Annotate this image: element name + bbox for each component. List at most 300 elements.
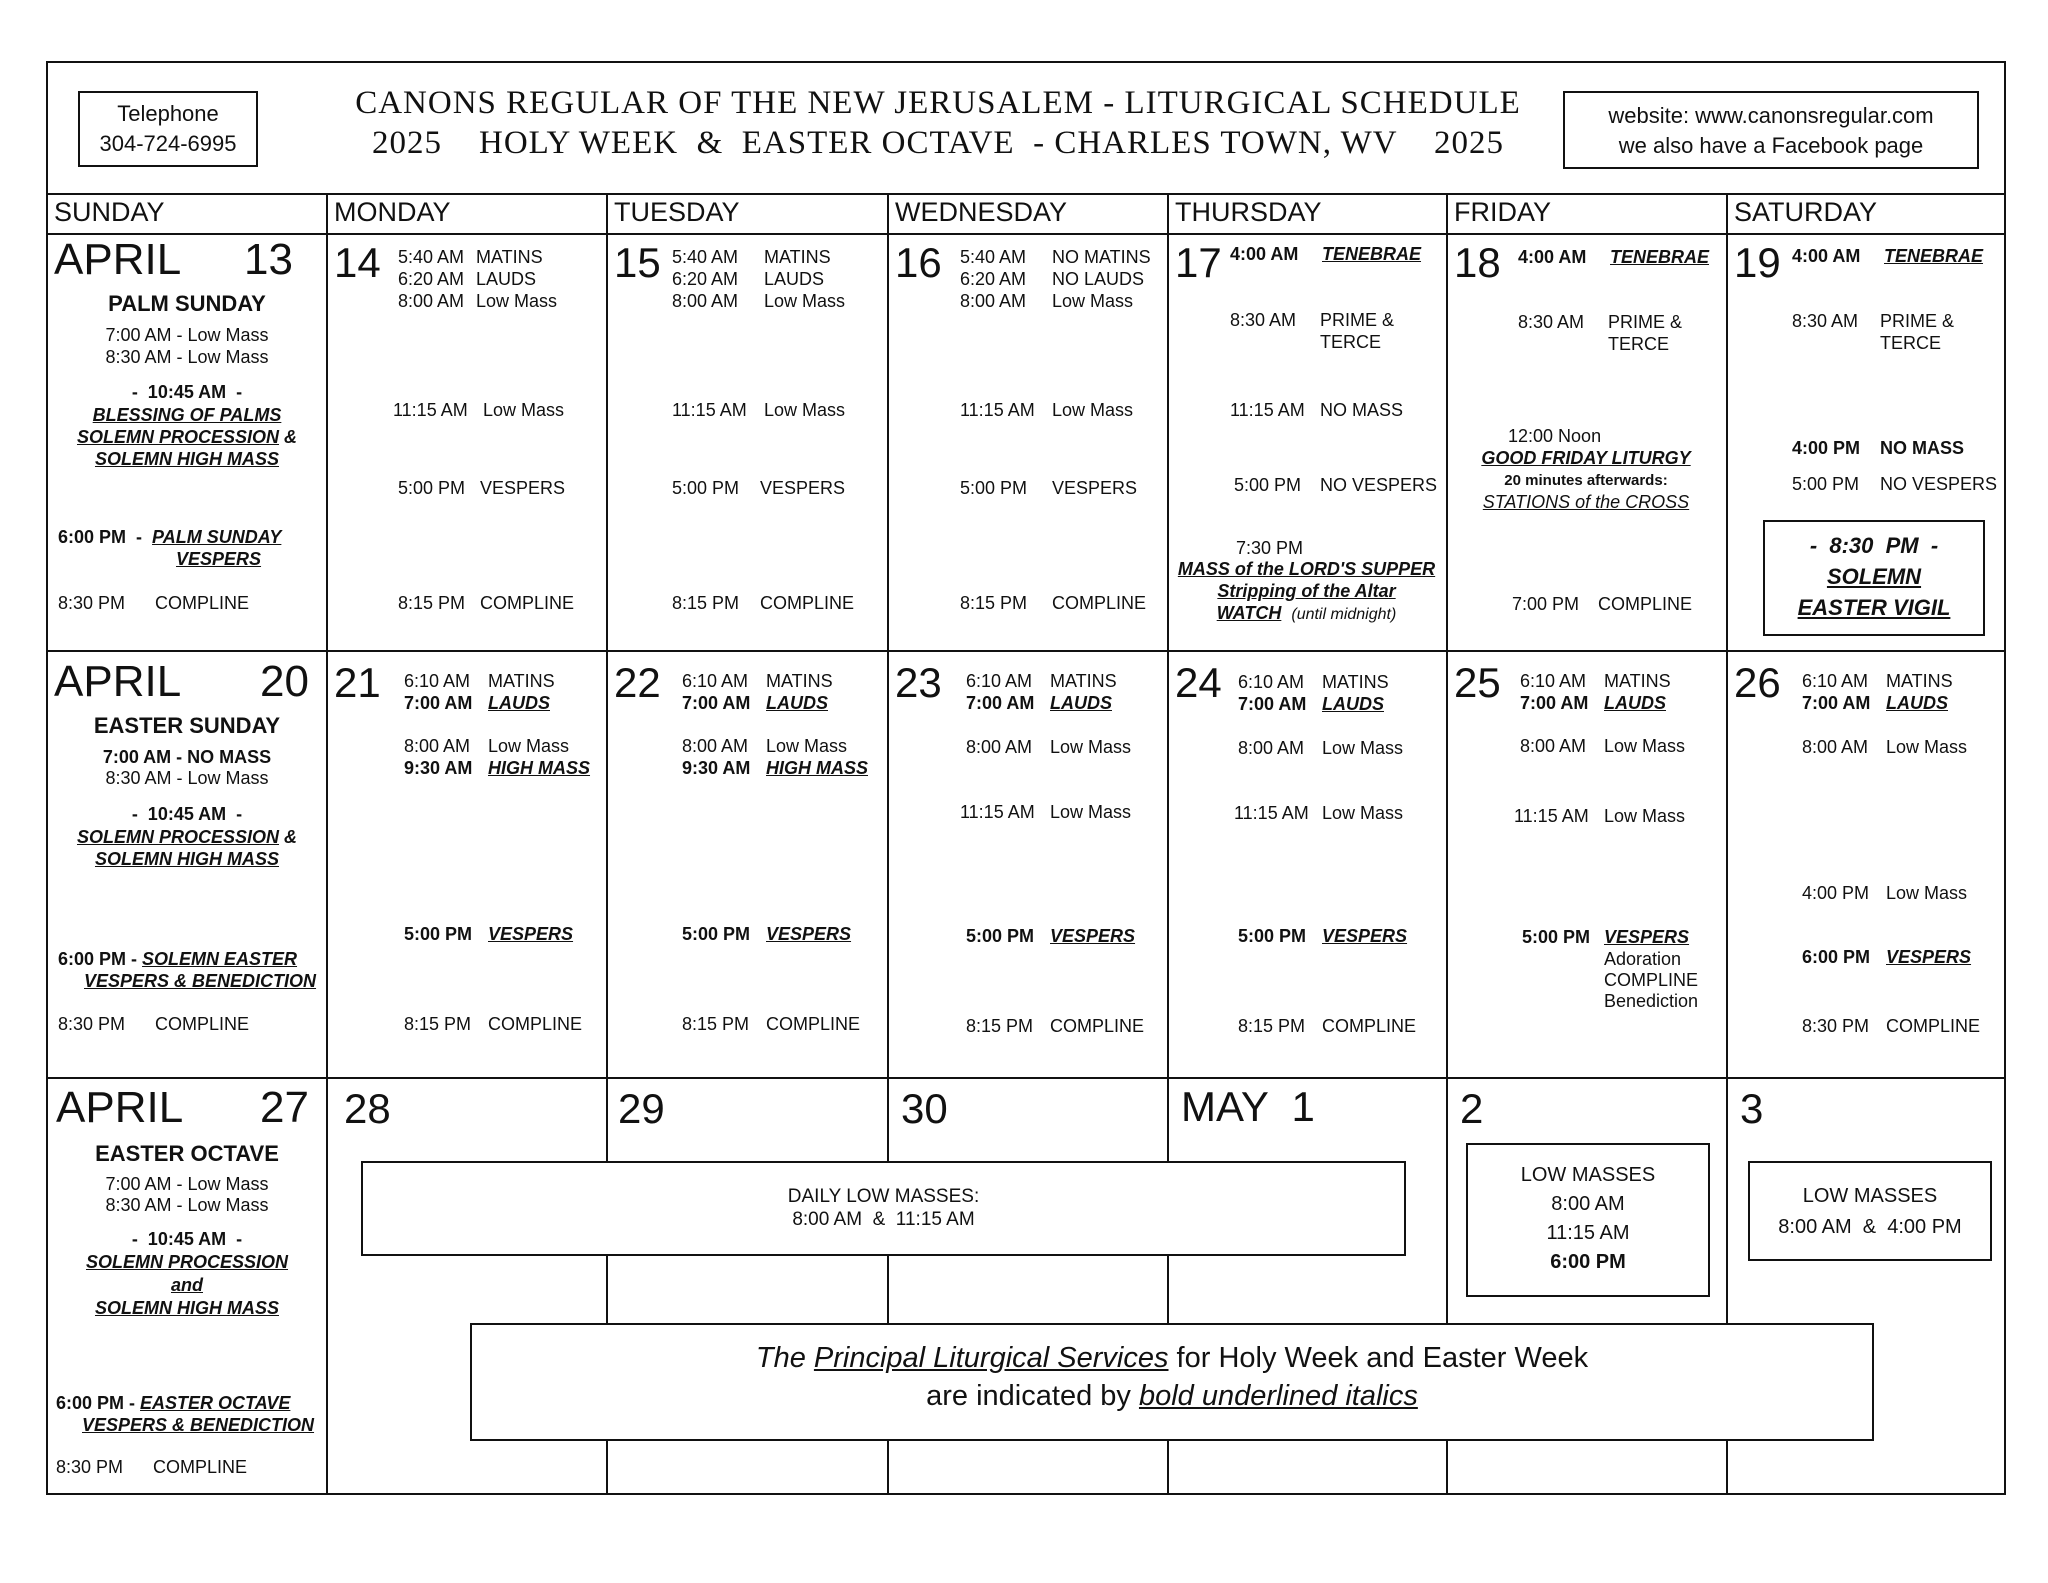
entry-label: MATINS xyxy=(1886,671,1953,691)
entry-time: 6:10 AM xyxy=(682,671,749,691)
entry-time: 8:15 PM xyxy=(398,593,466,613)
principal-service xyxy=(82,1414,314,1436)
schedule-entry xyxy=(1520,735,1685,757)
entry-time: 8:15 PM xyxy=(960,593,1028,613)
entry-label: Low Mass xyxy=(1050,802,1132,822)
principal-service xyxy=(682,923,851,945)
schedule-entry xyxy=(1520,670,1671,692)
masses-time: 11:15 AM xyxy=(1546,1222,1630,1244)
entry-time: 5:00 PM xyxy=(682,924,751,944)
entry-label: Low Mass xyxy=(1050,737,1132,757)
schedule-entry xyxy=(682,1013,860,1035)
entry-label: Low Mass xyxy=(1886,737,1968,757)
schedule-entry xyxy=(960,290,1133,312)
service-label: VESPERS xyxy=(1886,947,1972,967)
entry-time: 9:30 AM xyxy=(682,758,751,778)
legend-line2 xyxy=(472,1377,1872,1415)
entry-time: 5:40 AM xyxy=(672,247,739,267)
entry-time: 5:00 PM xyxy=(966,926,1035,946)
date-number: 18 xyxy=(1454,239,1501,286)
entry-time: 6:20 AM xyxy=(672,269,739,289)
schedule-entry: 8:30 PM COMPLINE xyxy=(58,1014,250,1034)
date-number: 16 xyxy=(895,239,942,286)
principal-service xyxy=(404,923,573,945)
service-label: VESPERS xyxy=(766,924,852,944)
entry-label: Low Mass xyxy=(488,736,570,756)
entry-time: 7:00 AM xyxy=(1238,694,1307,714)
masses-box-title: LOW MASSES xyxy=(1520,1164,1656,1186)
schedule-entry xyxy=(404,670,555,692)
schedule-entry xyxy=(58,526,281,548)
service-label: SOLEMN PROCESSION xyxy=(76,827,280,847)
schedule-entry xyxy=(1792,310,1954,332)
schedule-entry: 7:30 PM xyxy=(1236,538,1304,558)
page-title: CANONS REGULAR OF THE NEW JERUSALEM - LITURGICAL SCHEDULE xyxy=(355,85,1521,121)
entry-time: 6:10 AM xyxy=(1802,671,1869,691)
schedule-entry xyxy=(1802,882,1967,904)
schedule-entry xyxy=(1518,311,1682,333)
date-number: 22 xyxy=(614,659,661,706)
schedule-entry xyxy=(960,268,1144,290)
principal-service xyxy=(48,1297,326,1319)
service-label: VESPERS & BENEDICTION xyxy=(84,971,317,991)
schedule-entry xyxy=(672,592,854,614)
service-label: PALM SUNDAY xyxy=(152,527,282,547)
principal-service xyxy=(1802,946,1971,968)
entry-time: 5:00 PM xyxy=(1522,927,1591,947)
entry-time: 11:15 AM xyxy=(960,400,1035,420)
dayname-thursday: THURSDAY xyxy=(1175,197,1322,227)
masses-time: 8:00 AM xyxy=(1551,1193,1625,1215)
legend-text: for Holy Week and Easter Week xyxy=(1168,1342,1589,1374)
entry-label: PRIME & xyxy=(1320,310,1395,330)
entry-time: 6:00 PM - xyxy=(58,527,153,547)
principal-service xyxy=(1167,580,1446,602)
principal-service xyxy=(1167,558,1446,580)
principal-service xyxy=(1522,926,1689,948)
schedule-entry xyxy=(404,1013,582,1035)
entry-label-cont: Adoration xyxy=(1604,949,1682,969)
principal-service xyxy=(1518,246,1709,268)
schedule-entry xyxy=(1512,593,1692,615)
schedule-entry xyxy=(960,801,1131,823)
service-label: EASTER OCTAVE xyxy=(140,1393,291,1413)
day-title: PALM SUNDAY xyxy=(108,291,266,316)
schedule-entry xyxy=(966,670,1117,692)
service-note: 20 minutes afterwards: xyxy=(1504,472,1668,489)
date-number: 21 xyxy=(334,659,381,706)
dayname-saturday: SATURDAY xyxy=(1734,197,1878,227)
service-label: SOLEMN PROCESSION xyxy=(85,1252,289,1272)
service-label: VESPERS xyxy=(176,549,262,569)
service-label: GOOD FRIDAY LITURGY xyxy=(1481,448,1691,468)
principal-service xyxy=(48,426,326,448)
entry-time: 4:00 PM xyxy=(1802,883,1870,903)
entry-label: Low Mass xyxy=(1604,736,1686,756)
entry-label: VESPERS xyxy=(760,478,846,498)
page-subtitle: 2025 HOLY WEEK & EASTER OCTAVE - CHARLES TOWN, WV 2025 xyxy=(372,125,1504,161)
entry-time: 7:00 AM xyxy=(966,693,1035,713)
schedule-entry xyxy=(1238,671,1389,693)
entry-time: 6:20 AM xyxy=(398,269,465,289)
service-label: LAUDS xyxy=(1604,693,1666,713)
telephone-number: 304-724-6995 xyxy=(99,131,237,156)
principal-service xyxy=(682,692,828,714)
schedule-entry xyxy=(1792,473,1997,495)
entry-label: NO VESPERS xyxy=(1880,474,1998,494)
service-label: VESPERS xyxy=(1322,926,1408,946)
masses-time: 8:00 AM & 4:00 PM xyxy=(1778,1216,1962,1238)
date-number: 24 xyxy=(1175,659,1222,706)
entry-time: 5:00 PM xyxy=(398,478,466,498)
schedule-entry xyxy=(1238,1015,1416,1037)
schedule-entry xyxy=(1230,399,1403,421)
entry-label: LAUDS xyxy=(476,269,537,289)
principal-service xyxy=(1792,245,1983,267)
service-label: LAUDS xyxy=(1322,694,1384,714)
schedule-entry xyxy=(672,477,845,499)
entry-time: 5:40 AM xyxy=(960,247,1027,267)
entry-time: 4:00 AM xyxy=(1518,247,1587,267)
schedule-entry: 7:00 AM - NO MASS xyxy=(102,747,272,767)
schedule-entry xyxy=(960,246,1151,268)
service-label: SOLEMN PROCESSION xyxy=(76,427,280,447)
entry-time: 11:15 AM xyxy=(1230,400,1305,420)
schedule-entry xyxy=(966,736,1131,758)
entry-time: 6:10 AM xyxy=(404,671,471,691)
service-label: VESPERS xyxy=(1050,926,1136,946)
date-number: MAY 1 xyxy=(1181,1083,1315,1130)
entry-label: Low Mass xyxy=(764,400,846,420)
entry-label: PRIME & xyxy=(1880,311,1955,331)
entry-time: 4:00 PM xyxy=(1792,438,1861,458)
date-number: 28 xyxy=(344,1085,391,1132)
schedule-entry: - 10:45 AM - xyxy=(131,382,243,402)
principal-service xyxy=(48,404,326,426)
entry-label: COMPLINE xyxy=(480,593,575,613)
legend-box xyxy=(470,1323,1874,1441)
col-divider xyxy=(606,193,608,1495)
entry-time: 8:00 AM xyxy=(1520,736,1587,756)
service-label: VESPERS xyxy=(488,924,574,944)
schedule-entry xyxy=(1792,437,1964,459)
principal-service xyxy=(48,848,326,870)
principal-service xyxy=(1520,692,1666,714)
service-label: VESPERS xyxy=(1604,927,1690,947)
service-label: Stripping of the Altar xyxy=(1217,581,1396,601)
entry-label: Low Mass xyxy=(476,291,558,311)
entry-label: NO VESPERS xyxy=(1320,475,1438,495)
date-number: 29 xyxy=(618,1085,665,1132)
entry-label: COMPLINE xyxy=(1052,593,1147,613)
legend-emphasis: bold underlined italics xyxy=(1138,1380,1418,1412)
entry-label: MATINS xyxy=(1050,671,1117,691)
date-number: 15 xyxy=(614,239,661,286)
schedule-sheet xyxy=(46,61,2006,1495)
dayname-divider xyxy=(48,233,2004,235)
service-label: and xyxy=(170,1275,203,1295)
principal-service xyxy=(1446,447,1726,469)
schedule-entry xyxy=(1802,670,1953,692)
entry-time: 4:00 AM xyxy=(1792,246,1861,266)
schedule-entry xyxy=(398,268,536,290)
entry-time: 7:00 AM xyxy=(1520,693,1589,713)
entry-label: VESPERS xyxy=(480,478,566,498)
entry-time: 11:15 AM xyxy=(1514,806,1589,826)
entry-time: 5:00 PM xyxy=(404,924,473,944)
entry-time: 7:00 PM xyxy=(1512,594,1580,614)
entry-label: Low Mass xyxy=(483,400,565,420)
entry-time: 8:00 AM xyxy=(672,291,739,311)
schedule-entry xyxy=(404,735,569,757)
date-number: 13 xyxy=(244,235,293,284)
schedule-entry: 8:30 PM COMPLINE xyxy=(56,1457,248,1477)
col-divider xyxy=(1446,193,1448,1495)
service-label: WATCH xyxy=(1216,603,1282,623)
entry-time: 6:00 PM - xyxy=(58,949,143,969)
daily-masses-box xyxy=(361,1161,1406,1256)
entry-time: 8:00 AM xyxy=(398,291,465,311)
entry-time: 5:00 PM xyxy=(1238,926,1307,946)
col-divider xyxy=(887,193,889,1495)
principal-service xyxy=(682,757,868,779)
entry-time: 5:00 PM xyxy=(672,478,740,498)
date-month: APRIL xyxy=(54,657,182,706)
principal-service xyxy=(966,925,1135,947)
entry-label: LAUDS xyxy=(764,269,825,289)
schedule-entry xyxy=(398,477,565,499)
entry-label-cont: Benediction xyxy=(1604,991,1699,1011)
service-label: SOLEMN HIGH MASS xyxy=(94,1298,279,1318)
date-number: 25 xyxy=(1454,659,1501,706)
principal-service xyxy=(404,692,550,714)
entry-label: NO MATINS xyxy=(1052,247,1151,267)
principal-service xyxy=(48,1251,326,1273)
date-number: 2 xyxy=(1460,1085,1484,1132)
entry-time: 8:00 AM xyxy=(960,291,1027,311)
schedule-entry xyxy=(966,1015,1144,1037)
entry-time: 11:15 AM xyxy=(393,400,468,420)
legend-emphasis: Principal Liturgical Services xyxy=(813,1342,1169,1374)
entry-time: 8:30 AM xyxy=(1518,312,1585,332)
saturday-masses-box xyxy=(1748,1161,1992,1261)
schedule-entry: - 10:45 AM - xyxy=(131,804,243,824)
schedule-entry: 8:30 AM - Low Mass xyxy=(105,768,269,788)
daily-masses-times: 8:00 AM & 11:15 AM xyxy=(792,1209,975,1230)
telephone-label: Telephone xyxy=(117,101,219,126)
entry-label: MATINS xyxy=(476,247,543,267)
schedule-entry: 12:00 Noon xyxy=(1508,426,1602,446)
entry-label: MATINS xyxy=(488,671,555,691)
schedule-entry xyxy=(672,246,831,268)
schedule-entry xyxy=(1514,805,1685,827)
day-title: EASTER OCTAVE xyxy=(95,1141,279,1166)
date-number: 17 xyxy=(1175,239,1222,286)
legend-text: are indicated by xyxy=(926,1380,1139,1412)
entry-label: Low Mass xyxy=(1886,883,1968,903)
vigil-label: EASTER VIGIL xyxy=(1797,595,1951,620)
service-label: TENEBRAE xyxy=(1322,244,1422,264)
service-label: LAUDS xyxy=(1886,693,1948,713)
schedule-entry xyxy=(1234,474,1437,496)
entry-label: MATINS xyxy=(764,247,831,267)
entry-label: MATINS xyxy=(1604,671,1671,691)
dayname-friday: FRIDAY xyxy=(1454,197,1552,227)
vigil-time: - 8:30 PM - xyxy=(1809,533,1939,558)
entry-time: 6:10 AM xyxy=(966,671,1033,691)
date-number: 3 xyxy=(1740,1085,1764,1132)
masses-box-title: LOW MASSES xyxy=(1802,1185,1938,1207)
principal-service xyxy=(48,1274,326,1296)
ampersand: & xyxy=(279,827,298,847)
entry-label: MATINS xyxy=(1322,672,1389,692)
entry-time: 8:00 AM xyxy=(1238,738,1305,758)
service-label: HIGH MASS xyxy=(488,758,591,778)
service-label: LAUDS xyxy=(488,693,550,713)
entry-time: 8:15 PM xyxy=(672,593,740,613)
entry-label: COMPLINE xyxy=(1050,1016,1145,1036)
entry-label-cont: TERCE xyxy=(1880,333,1942,353)
website-box xyxy=(1563,91,1979,169)
principal-service xyxy=(404,757,590,779)
entry-time: 8:15 PM xyxy=(682,1014,750,1034)
entry-time: 5:40 AM xyxy=(398,247,465,267)
col-divider xyxy=(326,193,328,1495)
entry-time: 8:30 PM xyxy=(1802,1016,1870,1036)
entry-time: 8:30 AM xyxy=(1230,310,1297,330)
entry-time: 8:00 AM xyxy=(404,736,471,756)
dayname-wednesday: WEDNESDAY xyxy=(895,197,1068,227)
principal-service xyxy=(966,692,1112,714)
date-number: 26 xyxy=(1734,659,1781,706)
entry-label: COMPLINE xyxy=(1598,594,1693,614)
daily-masses-title: DAILY LOW MASSES: xyxy=(787,1186,980,1207)
schedule-entry xyxy=(960,477,1137,499)
service-label: BLESSING OF PALMS xyxy=(92,405,282,425)
service-label: TENEBRAE xyxy=(1884,246,1984,266)
schedule-entry xyxy=(1238,737,1403,759)
entry-time: 4:00 AM xyxy=(1230,244,1299,264)
schedule-entry xyxy=(960,399,1133,421)
principal-service xyxy=(48,448,326,470)
date-number: 20 xyxy=(260,657,309,706)
service-label: TENEBRAE xyxy=(1610,247,1710,267)
entry-label: Low Mass xyxy=(1322,738,1404,758)
entry-label: COMPLINE xyxy=(1322,1016,1417,1036)
entry-label: COMPLINE xyxy=(1886,1016,1981,1036)
entry-label: NO LAUDS xyxy=(1052,269,1145,289)
principal-service xyxy=(1238,925,1407,947)
entry-label: COMPLINE xyxy=(766,1014,861,1034)
col-divider xyxy=(1167,193,1169,1495)
principal-service xyxy=(1230,243,1421,265)
masses-time: 6:00 PM xyxy=(1550,1251,1626,1273)
date-month: APRIL xyxy=(54,235,182,284)
principal-service xyxy=(48,826,326,848)
date-number: 14 xyxy=(334,239,381,286)
service-label: HIGH MASS xyxy=(766,758,869,778)
entry-time: 6:10 AM xyxy=(1238,672,1305,692)
schedule-entry: 7:00 AM - Low Mass xyxy=(105,325,269,345)
facebook-text: we also have a Facebook page xyxy=(1618,133,1924,158)
entry-label-cont: COMPLINE xyxy=(1604,970,1699,990)
entry-time: 11:15 AM xyxy=(672,400,747,420)
date-number: 19 xyxy=(1734,239,1781,286)
entry-label-cont: TERCE xyxy=(1320,332,1382,352)
legend-line1 xyxy=(472,1339,1872,1377)
entry-label: COMPLINE xyxy=(488,1014,583,1034)
entry-label: Low Mass xyxy=(1052,400,1134,420)
principal-service xyxy=(1238,693,1384,715)
service-label: LAUDS xyxy=(1050,693,1112,713)
schedule-entry: 8:30 AM - Low Mass xyxy=(105,1195,269,1215)
principal-service xyxy=(58,948,297,970)
schedule-entry xyxy=(672,290,845,312)
entry-time: 7:00 AM xyxy=(404,693,473,713)
schedule-entry xyxy=(1234,802,1403,824)
entry-time: 6:20 AM xyxy=(960,269,1027,289)
dayname-sunday: SUNDAY xyxy=(54,197,165,227)
friday-masses-box xyxy=(1466,1143,1710,1297)
schedule-entry xyxy=(672,399,845,421)
entry-time: 11:15 AM xyxy=(1234,803,1309,823)
schedule-entry: 8:30 PM COMPLINE xyxy=(58,593,250,613)
entry-label-cont: TERCE xyxy=(1608,334,1670,354)
service-label: MASS of the LORD'S SUPPER xyxy=(1177,559,1436,579)
entry-time: 8:15 PM xyxy=(404,1014,472,1034)
entry-time: 7:00 AM xyxy=(1802,693,1871,713)
schedule-entry: - 10:45 AM - xyxy=(131,1229,243,1249)
legend-text: The xyxy=(755,1342,814,1374)
schedule-entry xyxy=(1230,309,1394,331)
entry-time: 6:00 PM - xyxy=(56,1393,141,1413)
entry-label: STATIONS of the CROSS xyxy=(1482,492,1690,512)
schedule-entry xyxy=(398,290,557,312)
schedule-entry xyxy=(682,670,833,692)
week1-divider xyxy=(48,650,2004,652)
entry-label: VESPERS xyxy=(1052,478,1138,498)
telephone-box xyxy=(78,91,258,167)
entry-label: Low Mass xyxy=(1052,291,1134,311)
schedule-entry xyxy=(393,399,564,421)
service-label: SOLEMN HIGH MASS xyxy=(94,849,279,869)
schedule-entry: 8:30 AM - Low Mass xyxy=(105,347,269,367)
principal-service xyxy=(1802,692,1948,714)
service-label: VESPERS & BENEDICTION xyxy=(82,1415,315,1435)
week2-divider xyxy=(48,1077,2004,1079)
service-label: SOLEMN HIGH MASS xyxy=(94,449,279,469)
entry-time: 8:00 AM xyxy=(1802,737,1869,757)
schedule-entry xyxy=(960,592,1146,614)
col-divider xyxy=(1726,193,1728,1495)
day-title: EASTER SUNDAY xyxy=(93,713,281,738)
entry-time: 6:00 PM xyxy=(1802,947,1871,967)
header-divider xyxy=(48,193,2004,195)
principal-service xyxy=(84,970,316,992)
date-month: APRIL xyxy=(56,1083,184,1132)
entry-time: 8:00 AM xyxy=(966,737,1033,757)
entry-time: 6:10 AM xyxy=(1520,671,1587,691)
schedule-entry xyxy=(398,592,574,614)
date-number: 30 xyxy=(901,1085,948,1132)
entry-label: MATINS xyxy=(766,671,833,691)
entry-time: 11:15 AM xyxy=(960,802,1035,822)
schedule-entry: 7:00 AM - Low Mass xyxy=(105,1174,269,1194)
schedule-entry xyxy=(176,548,261,570)
entry-time: 8:00 AM xyxy=(682,736,749,756)
schedule-entry xyxy=(1446,491,1726,513)
vigil-label: SOLEMN xyxy=(1826,564,1922,589)
